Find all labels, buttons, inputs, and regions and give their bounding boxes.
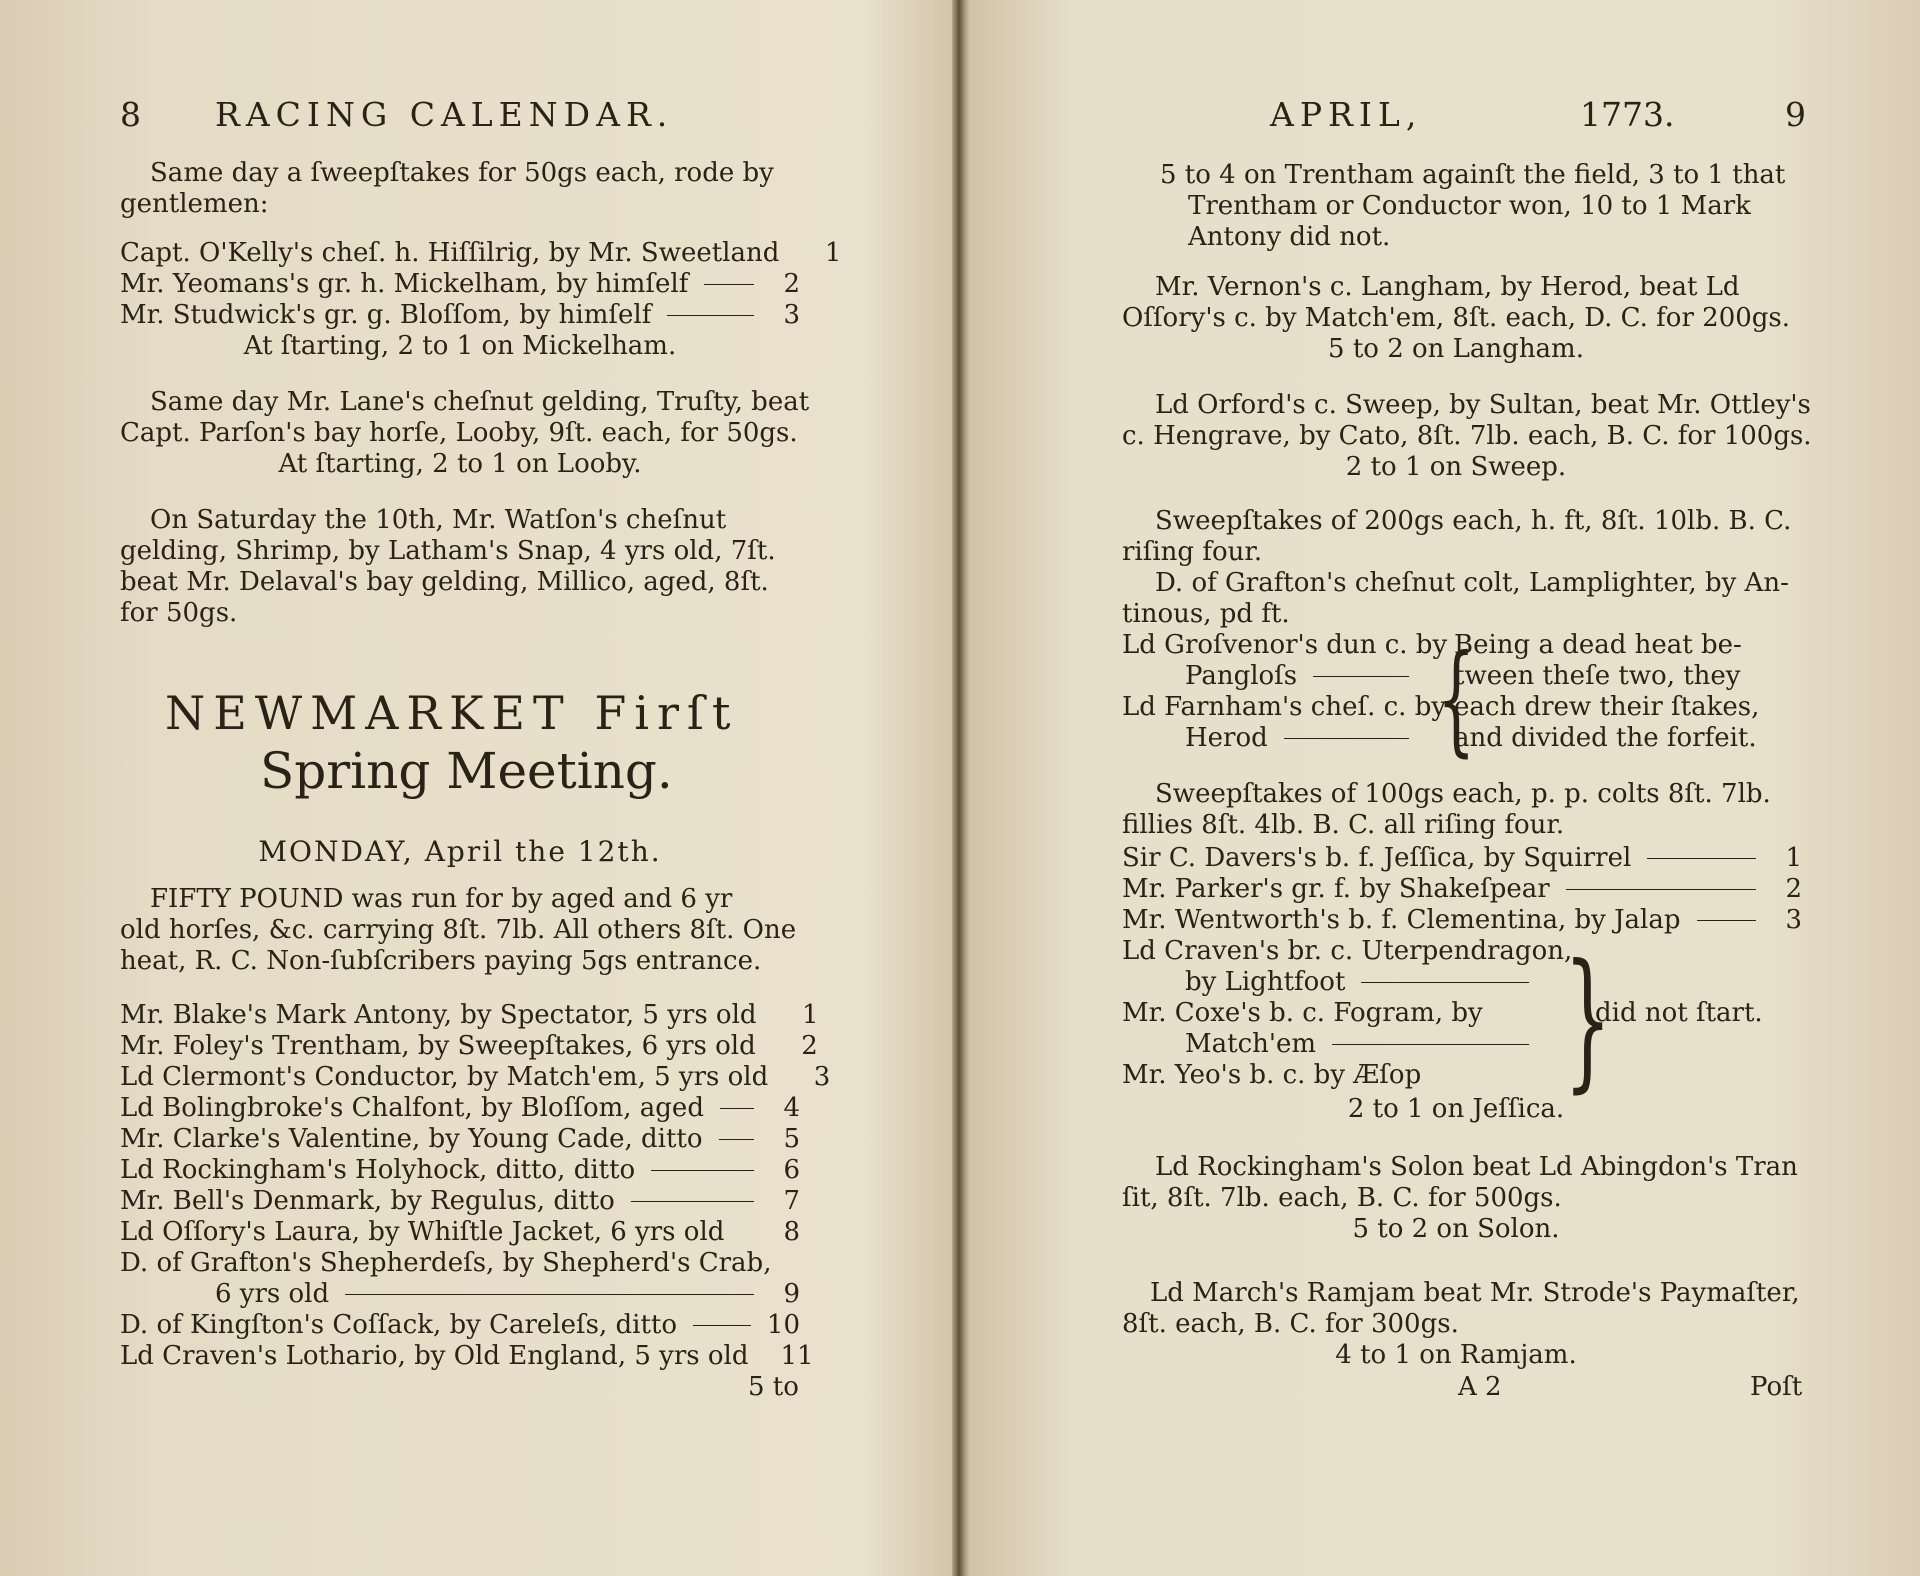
sweep-intro-line-2: gentlemen: — [120, 189, 269, 219]
farnham-line-1: Ld Farnham's cheſ. c. by — [1122, 692, 1447, 722]
right-running-head: APRIL, — [1270, 95, 1423, 134]
sweep-entry: Capt. O'Kelly's cheſ. h. Hiſſilrig, by Mr. Sweetland 1 — [120, 238, 842, 268]
fifty-entry: Ld Rockingham's Holyhock, ditto, ditto 6 — [120, 1155, 800, 1185]
farnham-line-2: Herod — [1185, 723, 1425, 754]
vernon-odds: 5 to 2 on Langham. — [1328, 334, 1584, 364]
lane-line-1: Same day Mr. Lane's cheſnut gelding, Truſty, beat — [150, 387, 810, 417]
right-catchword: Poſt — [1750, 1372, 1803, 1402]
rockingham-odds: 5 to 2 on Solon. — [1352, 1214, 1560, 1244]
fifty-entry: Mr. Bell's Denmark, by Regulus, ditto 7 — [120, 1186, 800, 1216]
sweep100-entry: Mr. Wentworth's b. f. Clementina, by Jalap 3 — [1122, 905, 1802, 935]
sweep100-line-1: Sweepſtakes of 100gs each, p. p. colts 8ſt. 7lb. — [1155, 779, 1771, 809]
rockingham-line-1: Ld Rockingham's Solon beat Ld Abingdon's Tran — [1155, 1152, 1798, 1182]
dead-heat-line-2: tween theſe two, they — [1454, 661, 1741, 691]
saturday-line-4: for 50gs. — [120, 598, 238, 628]
orford-odds: 2 to 1 on Sweep. — [1345, 452, 1567, 482]
grosvenor-line-1: Ld Groſvenor's dun c. by — [1122, 630, 1448, 660]
dead-heat-line-1: Being a dead heat be- — [1454, 630, 1742, 660]
left-page — [0, 0, 950, 1576]
yeo-line: Mr. Yeo's b. c. by Æſop — [1122, 1060, 1422, 1090]
coxe-line-1: Mr. Coxe's b. c. Fogram, by — [1122, 998, 1483, 1028]
orford-line-1: Ld Orford's c. Sweep, by Sultan, beat Mr. Ottley's — [1155, 390, 1811, 420]
left-catchword: 5 to — [748, 1372, 799, 1402]
sweep100-entry: Mr. Parker's gr. f. by Shakeſpear 2 — [1122, 874, 1802, 904]
jessica-odds: 2 to 1 on Jeſſica. — [1347, 1094, 1565, 1124]
fifty-pound-line-1: FIFTY POUND was run for by aged and 6 yr — [150, 884, 733, 914]
left-page-number: 8 — [120, 95, 141, 134]
sweep200-line-4: tinous, pd ft. — [1122, 599, 1290, 629]
fifty-entry: Ld Oſſory's Laura, by Whiſtle Jacket, 6 yrs old 8 — [120, 1217, 800, 1247]
odds-line-1: 5 to 4 on Trentham againſt the field, 3 to 1 that — [1160, 160, 1786, 190]
fifty-pound-line-3: heat, R. C. Non-ſubſcribers paying 5gs entrance. — [120, 946, 762, 976]
right-year: 1773. — [1580, 95, 1675, 134]
day-heading: MONDAY, April the 12th. — [258, 835, 662, 868]
left-running-head: RACING CALENDAR. — [215, 95, 674, 134]
meeting-title-line-1: NEWMARKET Firſt — [165, 686, 739, 740]
lane-odds: At ſtarting, 2 to 1 on Looby. — [278, 449, 642, 479]
fifty-entry: Ld Bolingbroke's Chalfont, by Bloſſom, aged 4 — [120, 1093, 800, 1123]
dead-heat-brace: { — [1437, 630, 1476, 769]
fifty-entry: Ld Clermont's Conductor, by Match'em, 5 yrs old 3 — [120, 1062, 831, 1092]
sweep-entry: Mr. Studwick's gr. g. Bloſſom, by himſelf 3 — [120, 300, 800, 330]
lane-line-2: Capt. Parſon's bay horſe, Looby, 9ſt. each, for 50gs. — [120, 418, 798, 448]
signature-mark: A 2 — [1458, 1372, 1502, 1402]
gutter-fold — [952, 0, 966, 1576]
did-not-start-brace: } — [1563, 933, 1612, 1107]
sweep100-line-2: fillies 8ſt. 4lb. B. C. all riſing four. — [1122, 810, 1565, 840]
meeting-title-line-2: Spring Meeting. — [260, 742, 673, 800]
vernon-line-1: Mr. Vernon's c. Langham, by Herod, beat Ld — [1155, 272, 1740, 302]
coxe-line-2: Match'em — [1185, 1029, 1545, 1060]
grosvenor-line-2: Pangloſs — [1185, 661, 1425, 692]
right-page-number: 9 — [1785, 95, 1806, 134]
grafton-line-1: D. of Grafton's Shepherdeſs, by Shepherd's Crab, — [120, 1248, 772, 1278]
saturday-line-2: gelding, Shrimp, by Latham's Snap, 4 yrs old, 7ſt. — [120, 536, 776, 566]
craven-line-2: by Lightfoot — [1185, 967, 1545, 998]
saturday-line-3: beat Mr. Delaval's bay gelding, Millico, aged, 8ſt. — [120, 567, 769, 597]
fifty-pound-line-2: old horſes, &c. carrying 8ſt. 7lb. All others 8ſt. One — [120, 915, 797, 945]
saturday-line-1: On Saturday the 10th, Mr. Watſon's cheſnut — [150, 505, 727, 535]
sweep200-line-3: D. of Grafton's cheſnut colt, Lamplighter, by An- — [1155, 568, 1789, 598]
march-line-2: 8ſt. each, B. C. for 300gs. — [1122, 1309, 1459, 1339]
dead-heat-line-4: and divided the forfeit. — [1454, 723, 1757, 753]
sweep-odds: At ſtarting, 2 to 1 on Mickelham. — [243, 331, 677, 361]
dead-heat-line-3: each drew their ſtakes, — [1454, 692, 1760, 722]
vernon-line-2: Oſſory's c. by Match'em, 8ſt. each, D. C. for 200gs. — [1122, 303, 1791, 333]
march-line-1: Ld March's Ramjam beat Mr. Strode's Paymaſter, — [1150, 1278, 1800, 1308]
sweep-entry: Mr. Yeomans's gr. h. Mickelham, by himſelf 2 — [120, 269, 800, 299]
fifty-entry: Mr. Foley's Trentham, by Sweepſtakes, 6 yrs old 2 — [120, 1031, 818, 1061]
fifty-entry: Mr. Blake's Mark Antony, by Spectator, 5 yrs old 1 — [120, 1000, 819, 1030]
did-not-start: did not ſtart. — [1595, 998, 1763, 1028]
orford-line-2: c. Hengrave, by Cato, 8ſt. 7lb. each, B. C. for 100gs. — [1122, 421, 1812, 451]
grafton-line-2: 6 yrs old 9 — [215, 1279, 800, 1309]
late-entry: Ld Craven's Lothario, by Old England, 5 yrs old 11 — [120, 1341, 814, 1371]
odds-line-3: Antony did not. — [1188, 222, 1391, 252]
sweep200-line-1: Sweepſtakes of 200gs each, h. ft, 8ſt. 10lb. B. C. — [1155, 506, 1792, 536]
sweep100-entry: Sir C. Davers's b. f. Jeſſica, by Squirrel 1 — [1122, 843, 1802, 873]
march-odds: 4 to 1 on Ramjam. — [1335, 1340, 1577, 1370]
right-page — [970, 0, 1920, 1576]
late-entry: D. of Kingſton's Coſſack, by Careleſs, ditto 10 — [120, 1310, 800, 1340]
fifty-entry: Mr. Clarke's Valentine, by Young Cade, ditto 5 — [120, 1124, 800, 1154]
sweep-intro-line-1: Same day a ſweepſtakes for 50gs each, rode by — [150, 158, 774, 188]
rockingham-line-2: ſit, 8ſt. 7lb. each, B. C. for 500gs. — [1122, 1183, 1562, 1213]
craven-line-1: Ld Craven's br. c. Uterpendragon, — [1122, 936, 1573, 966]
odds-line-2: Trentham or Conductor won, 10 to 1 Mark — [1188, 191, 1751, 221]
sweep200-line-2: riſing four. — [1122, 537, 1263, 567]
